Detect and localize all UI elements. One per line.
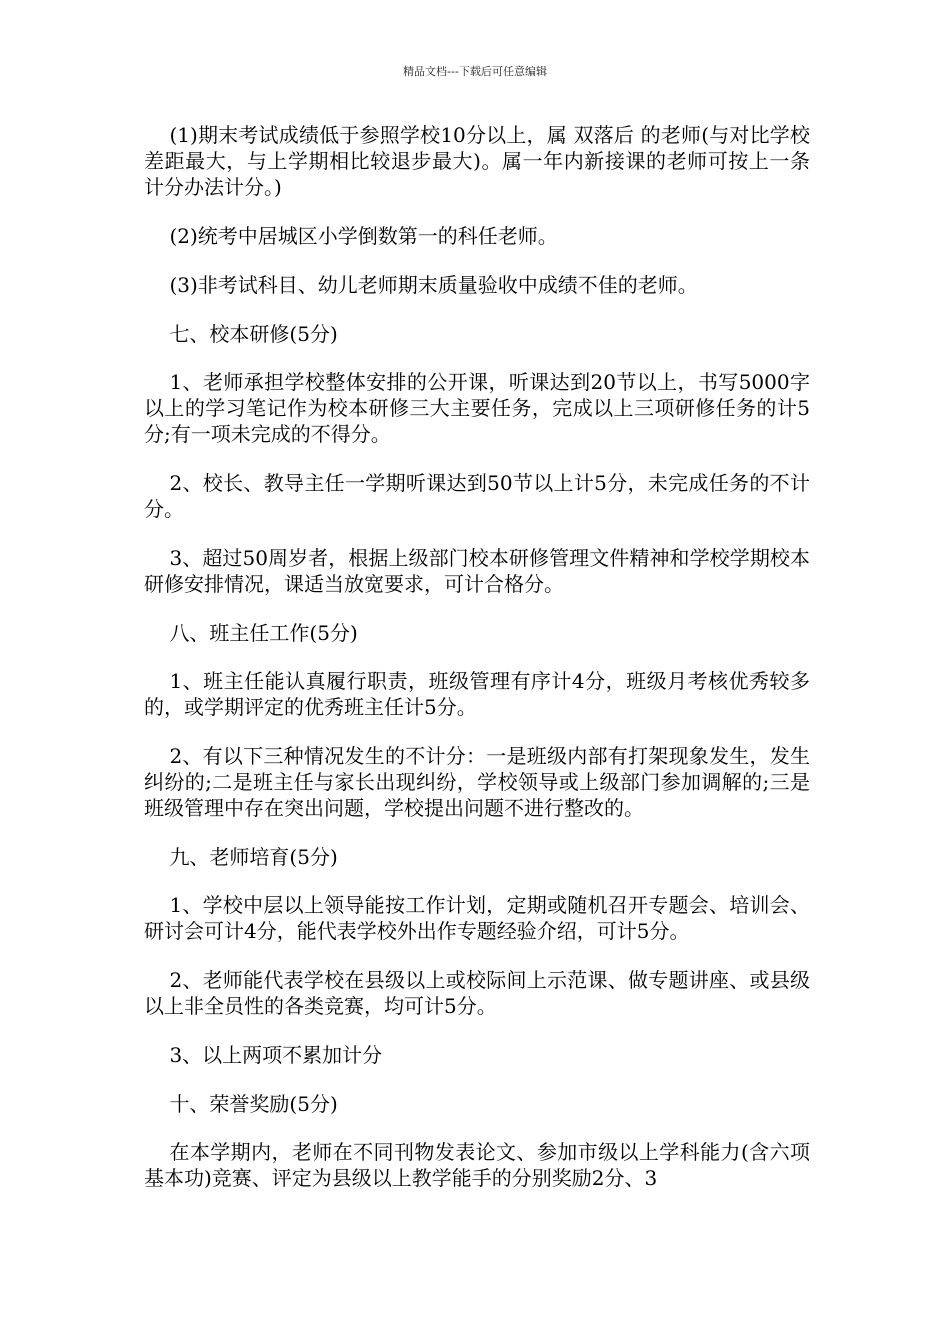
page-header: 精品文档---下载后可任意编辑 — [403, 65, 547, 78]
section-heading-9: 九、老师培育(5分) — [169, 845, 338, 869]
paragraph-2: (2)统考中居城区小学倒数第一的科任老师。 — [169, 224, 558, 248]
paragraph-7: 3、超过50周岁者，根据上级部门校本研修管理文件精神和学校学期校本研修安排情况，课适当放宽要求，可计合格分。 — [144, 546, 810, 596]
paragraph-9: 1、班主任能认真履行职责，班级管理有序计4分，班级月考核优秀较多的，或学期评定的优秀班主任计5分。 — [144, 669, 810, 719]
section-heading-10: 十、荣誉奖励(5分) — [169, 1092, 338, 1116]
paragraph-13: 2、老师能代表学校在县级以上或校际间上示范课、做专题讲座、或县级以上非全员性的各类竞赛，均可计5分。 — [144, 968, 810, 1018]
paragraph-1: (1)期末考试成绩低于参照学校10分以上，属 双落后 的老师(与对比学校差距最大，与上学期相比较退步最大)。属一年内新接课的老师可按上一条计分办法计分。) — [144, 123, 810, 199]
section-heading-8: 八、班主任工作(5分) — [169, 621, 358, 645]
paragraph-14: 3、以上两项不累加计分 — [169, 1043, 383, 1067]
section-heading-7: 七、校本研修(5分) — [169, 322, 338, 346]
document-body — [144, 122, 810, 1214]
paragraph-6: 2、校长、教导主任一学期听课达到50节以上计5分，未完成任务的不计分。 — [144, 471, 810, 521]
paragraph-16: 在本学期内，老师在不同刊物发表论文、参加市级以上学科能力(含六项基本功)竞赛、评定为县级以上教学能手的分别奖励2分、3 — [144, 1140, 810, 1190]
paragraph-5: 1、老师承担学校整体安排的公开课，听课达到20节以上，书写5000字以上的学习笔记作为校本研修三大主要任务，完成以上三项研修任务的计5分;有一项未完成的不得分。 — [144, 370, 810, 446]
paragraph-10: 2、有以下三种情况发生的不计分：一是班级内部有打架现象发生，发生纠纷的;二是班主任与家长出现纠纷，学校领导或上级部门参加调解的;三是班级管理中存在突出问题，学校提出问题不进行整改的。 — [144, 744, 810, 820]
paragraph-3: (3)非考试科目、幼儿老师期末质量验收中成绩不佳的老师。 — [169, 273, 698, 297]
paragraph-12: 1、学校中层以上领导能按工作计划，定期或随机召开专题会、培训会、研讨会可计4分，能代表学校外出作专题经验介绍，可计5分。 — [144, 893, 810, 943]
